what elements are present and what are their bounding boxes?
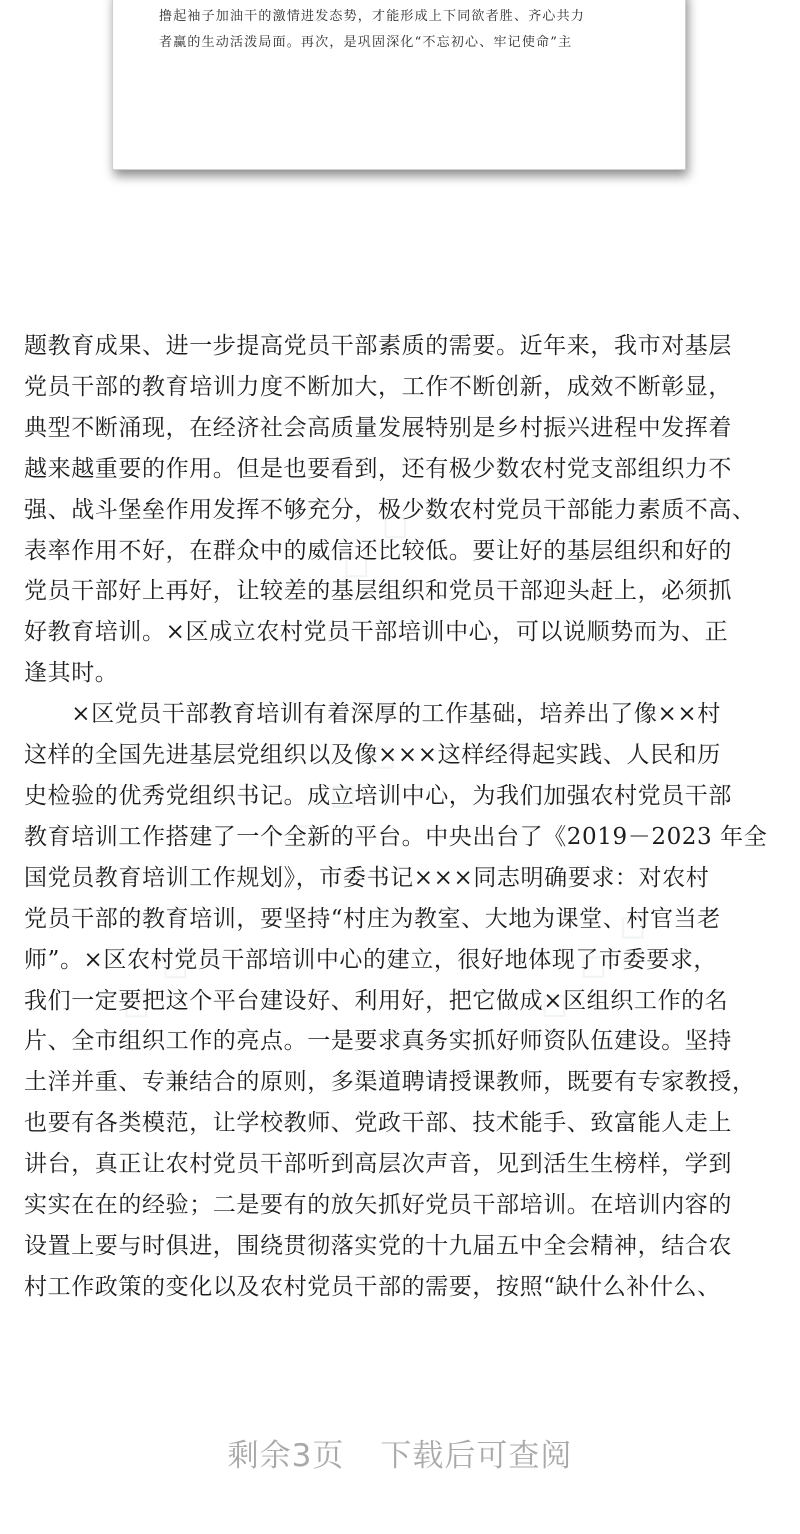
download-to-view-label: 下载后可查阅	[380, 1438, 573, 1474]
body-line: 党员干部的教育培训力度不断加大，工作不断创新，成效不断彰显，	[24, 373, 732, 400]
body-line: 党员干部好上再好，让较差的基层组织和党员干部迎头赶上，必须抓	[24, 578, 732, 605]
remaining-pages-label: 剩余3页	[227, 1438, 345, 1474]
body-line: 国党员教育培训工作规划》，市委书记×××同志明确要求：对农村	[24, 864, 710, 891]
preview-page-text	[159, 0, 641, 56]
body-line: 越来越重要的作用。但是也要看到，还有极少数农村党支部组织力不	[24, 455, 732, 482]
body-line: 典型不断涌现，在经济社会高质量发展特别是乡村振兴进程中发挥着	[24, 414, 732, 441]
body-line: 逢其时。	[24, 660, 119, 687]
body-line: ×区党员干部教育培训有着深厚的工作基础，培养出了像××村	[24, 701, 721, 728]
body-line: 党员干部的教育培训，要坚持“村庄为教室、大地为课堂、村官当老	[24, 905, 721, 932]
body-line: 讲台，真正让农村党员干部听到高层次声音，见到活生生榜样，学到	[24, 1151, 732, 1178]
body-line: 设置上要与时俱进，围绕贯彻落实党的十九届五中全会精神，结合农	[24, 1232, 732, 1259]
download-prompt[interactable]	[0, 1430, 800, 1475]
body-line: 也要有各类模范，让学校教师、党政干部、技术能手、致富能人走上	[24, 1110, 732, 1137]
body-line: 实实在在的经验；二是要有的放矢抓好党员干部培训。在培训内容的	[24, 1192, 732, 1219]
body-line: 表率作用不好，在群众中的威信还比较低。要让好的基层组织和好的	[24, 537, 732, 564]
watermark: ◇ ◇ ◇	[275, 724, 413, 862]
watermark: ◇ ◇ ◇	[525, 894, 663, 1032]
watermark: ◇ ◇	[327, 494, 426, 592]
body-line: 史检验的优秀党组织书记。成立培训中心，为我们加强农村党员干部	[24, 782, 732, 809]
watermark: ◇ ◇	[107, 934, 206, 1032]
body-line: 土洋并重、专兼结合的原则，多渠道聘请授课教师，既要有专家教授，	[24, 1069, 756, 1096]
body-line: 我们一定要把这个平台建设好、利用好，把它做成×区组织工作的名	[24, 987, 729, 1014]
body-line: 好教育培训。×区成立农村党员干部培训中心，可以说顺势而为、正	[24, 619, 729, 646]
preview-page-card	[112, 0, 686, 170]
body-line: 题教育成果、进一步提高党员干部素质的需要。近年来，我市对基层	[24, 333, 732, 359]
body-line: 师”。×区农村党员干部培训中心的建立，很好地体现了市委要求，	[24, 946, 718, 973]
body-line: 强、战斗堡垒作用发挥不够充分，极少数农村党员干部能力素质不高、	[24, 496, 756, 523]
preview-line: 撸起袖子加油干的激情进发态势，才能形成上下同欲者胜、齐心共力	[159, 9, 586, 24]
preview-line: 者赢的生动活泼局面。再次，是巩固深化“不忘初心、牢记使命”主	[159, 35, 573, 50]
body-line: 教育培训工作搭建了一个全新的平台。中央出台了《2019－2023 年全	[24, 823, 768, 850]
body-line: 村工作政策的变化以及农村党员干部的需要，按照“缺什么补什么、	[24, 1273, 721, 1300]
document-body	[24, 326, 778, 1308]
body-line: 片、全市组织工作的亮点。一是要求真务实抓好师资队伍建设。坚持	[24, 1028, 732, 1055]
body-line: 这样的全国先进基层党组织以及像×××这样经得起实践、人民和历	[24, 742, 721, 769]
